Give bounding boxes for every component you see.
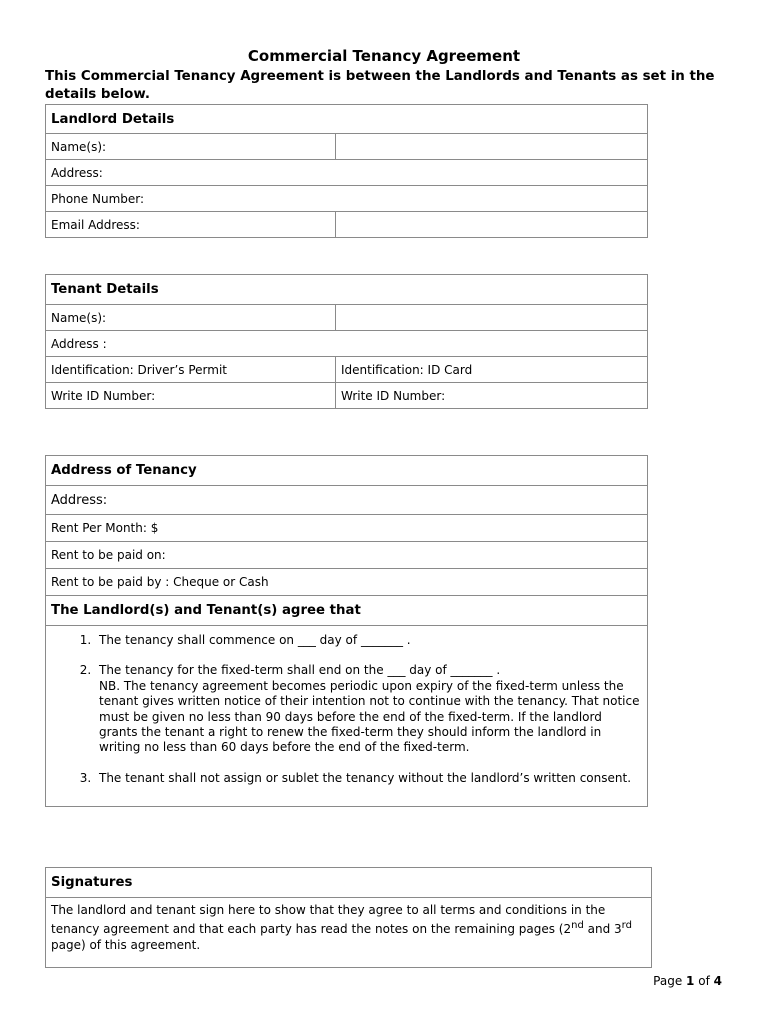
term-nb-note: NB. The tenancy agreement becomes periodic upon expiry of the fixed-term unless the tenant gives written notice of their intention not to continue with the tenancy. That notice must be given no less than 90 days before the end of the fixed-term. If the landlord grants the tenant a right to renew the fixed-term they should inform the landlord in writing no less than 60 days before the end of the fixed-term.	[99, 678, 640, 755]
landlord-address-field[interactable]: Address:	[46, 160, 648, 186]
rent-per-month-field[interactable]: Rent Per Month: $	[46, 515, 648, 542]
landlord-details-table	[45, 104, 648, 238]
term-commencement: 1. The tenancy shall commence on ___ day of _______ .	[95, 633, 642, 648]
term-fixed-term-end: 2. The tenancy for the fixed-term shall end on the ___ day of _______ . NB. The tenancy agreement becomes periodic upon expiry of the fixed-term unless the tenant gives written notice of their intention not to continue with the tenancy. That notice must be given no less than 90 days before the end of the fixed-term. If the landlord grants the tenant a right to renew the fixed-term they should inform the landlord in writing no less than 60 days before the end of the fixed-term.	[95, 663, 642, 755]
tenant-id-drivers-permit[interactable]: Identification: Driver’s Permit	[46, 357, 336, 383]
landlord-email-field[interactable]	[336, 212, 648, 238]
tenant-names-label: Name(s):	[46, 305, 336, 331]
page-number: Page 1 of 4	[653, 974, 722, 988]
tenancy-address-heading: Address of Tenancy	[46, 456, 648, 486]
landlord-details-heading: Landlord Details	[46, 105, 648, 134]
agreement-terms-list	[51, 633, 642, 786]
tenant-names-field[interactable]	[336, 305, 648, 331]
rent-paid-by-field[interactable]: Rent to be paid by : Cheque or Cash	[46, 569, 648, 596]
landlord-phone-field[interactable]: Phone Number:	[46, 186, 648, 212]
tenant-details-heading: Tenant Details	[46, 275, 648, 305]
rent-paid-on-field[interactable]: Rent to be paid on:	[46, 542, 648, 569]
tenant-details-table	[45, 274, 648, 409]
tenant-id-number-field-2[interactable]: Write ID Number:	[336, 383, 648, 409]
signatures-heading: Signatures	[46, 868, 651, 898]
document-title: Commercial Tenancy Agreement	[247, 47, 521, 65]
tenant-id-number-field-1[interactable]: Write ID Number:	[46, 383, 336, 409]
landlord-names-label: Name(s):	[46, 134, 336, 160]
signatures-section	[45, 867, 652, 968]
landlord-names-field[interactable]	[336, 134, 648, 160]
tenancy-address-table	[45, 455, 648, 807]
landlord-email-label: Email Address:	[46, 212, 336, 238]
tenant-address-field[interactable]: Address :	[46, 331, 648, 357]
term-assign-sublet: 3. The tenant shall not assign or sublet the tenancy without the landlord’s written consent.	[95, 771, 642, 786]
intro-text: This Commercial Tenancy Agreement is between the Landlords and Tenants as set in the details below.	[45, 69, 715, 102]
tenant-id-card[interactable]: Identification: ID Card	[336, 357, 648, 383]
agreement-terms-heading: The Landlord(s) and Tenant(s) agree that	[46, 596, 648, 626]
signatures-text: The landlord and tenant sign here to show that they agree to all terms and conditions in the tenancy agreement and that each party has read the notes on the remaining pages (2nd and 3rd page) of this agreement.	[51, 903, 632, 952]
tenancy-address-field[interactable]: Address:	[46, 486, 648, 515]
agreement-terms-cell	[46, 626, 648, 807]
